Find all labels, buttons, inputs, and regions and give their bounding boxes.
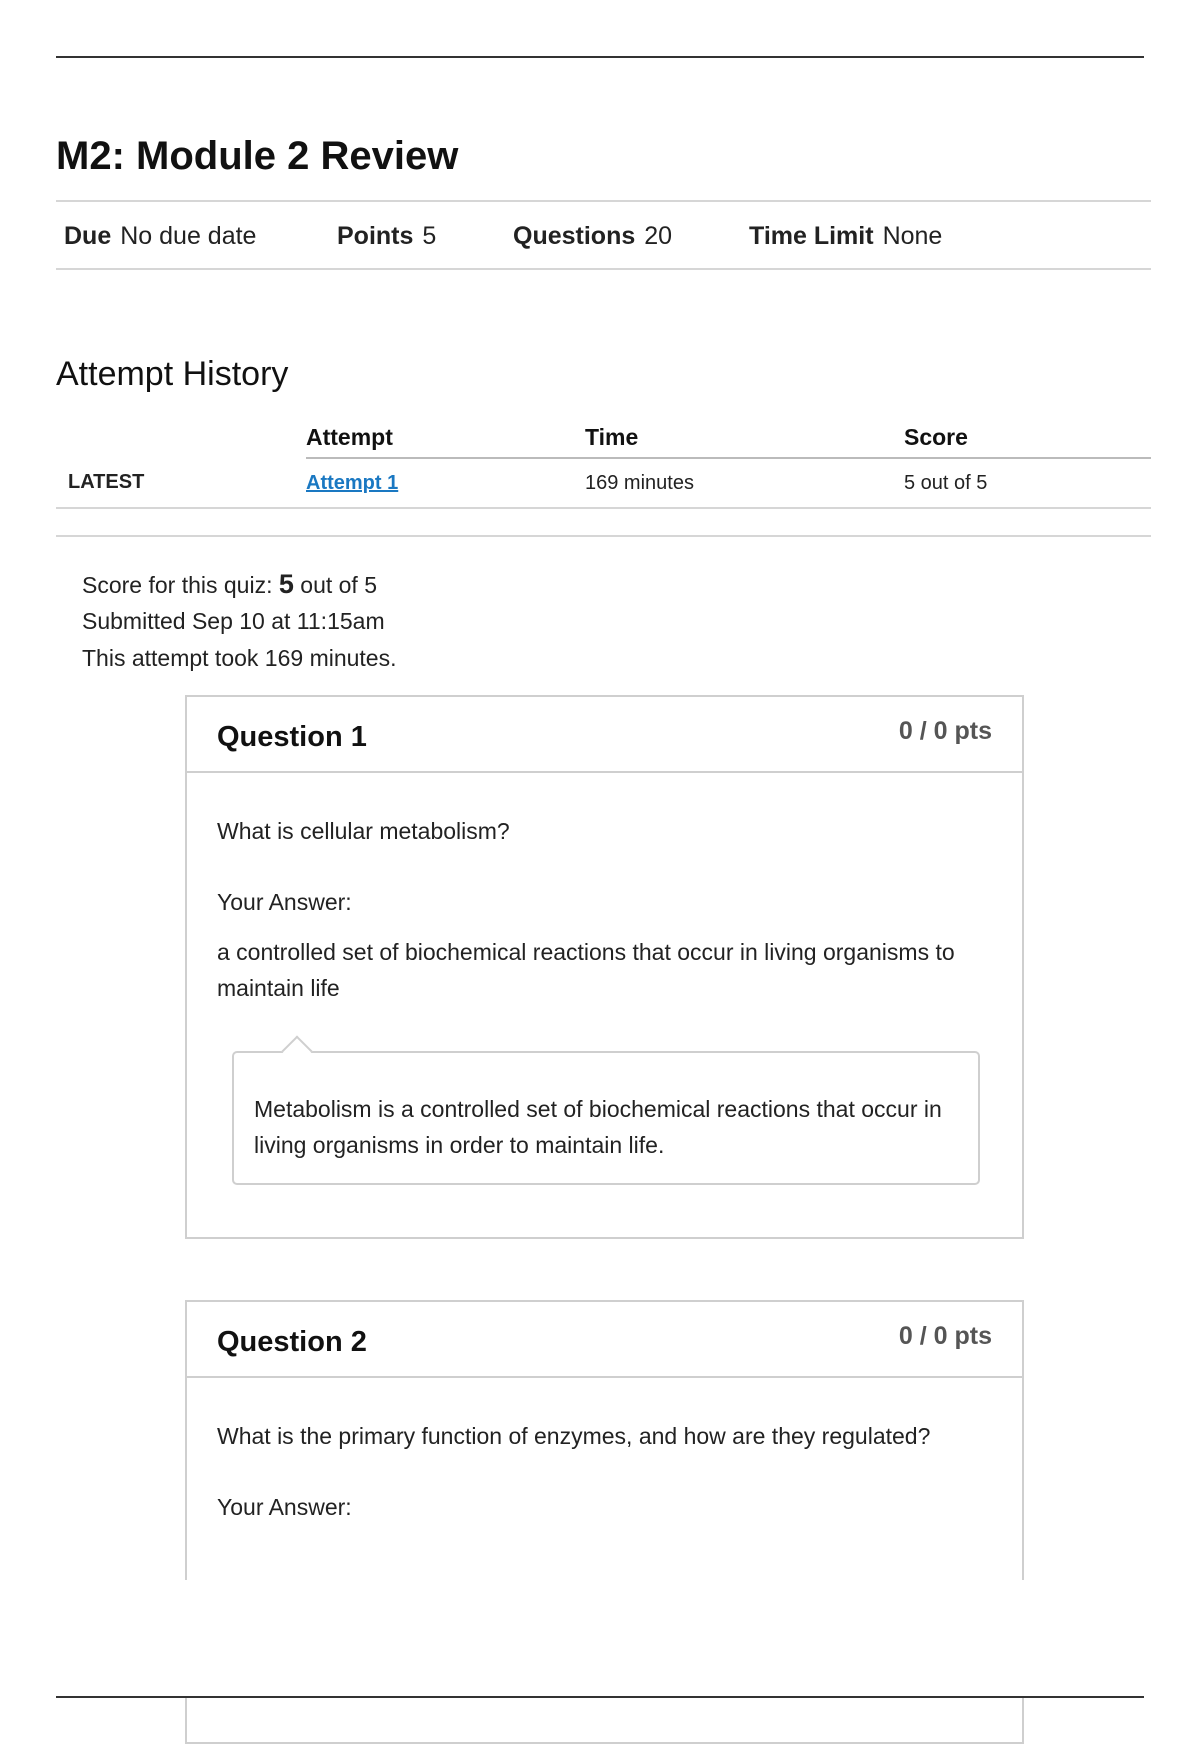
questions-value: 20 [644,222,673,250]
table-header-row [56,417,1151,458]
answer-feedback [232,1051,980,1185]
score-column-header: Score [904,417,1151,458]
page-bottom-margin [0,1580,1200,1696]
table-row [56,458,1151,508]
attempt-time: 169 minutes [585,458,904,508]
quiz-summary [82,566,397,677]
question-points: 0 / 0 pts [898,717,992,745]
status-column-header [56,417,306,458]
feedback-text: Metabolism is a controlled set of biochemical reactions that occur in living organisms in order to maintain life. [254,1096,942,1158]
attempt-cell [306,458,585,508]
top-rule [56,56,1144,58]
points-value: 5 [422,222,437,250]
question-header [187,697,1022,773]
duration-line: This attempt took 169 minutes. [82,645,397,671]
time-limit-value: None [882,222,943,250]
answer-text: a controlled set of biochemical reactions that occur in living organisms to maintain life [217,939,955,1001]
question-points: 0 / 0 pts [898,1322,992,1350]
quiz-details-bar [56,200,1151,270]
time-limit-info [749,222,942,251]
score-prefix: Score for this quiz: [82,572,279,598]
score-suffix: out of 5 [293,572,378,598]
bottom-rule [56,1696,1144,1698]
your-answer-label: Your Answer: [217,889,352,915]
due-value: No due date [120,222,257,250]
question-title: Question 2 [217,1326,367,1358]
question-title: Question 1 [217,721,367,753]
score-line [82,566,397,603]
question-header [187,1302,1022,1378]
attempt-status: LATEST [56,458,306,508]
time-column-header: Time [585,417,904,458]
page-title: M2: Module 2 Review [56,134,459,178]
points-info [337,222,436,251]
score-value: 5 [278,569,294,599]
your-answer-label: Your Answer: [217,1494,352,1520]
attempt-history-table [56,417,1151,509]
questions-info [513,222,672,251]
question-card [185,695,1024,1239]
due-info [64,222,256,251]
attempt-link[interactable]: Attempt 1 [306,471,399,494]
questions-label: Questions [513,222,636,250]
attempt-column-header: Attempt [306,417,585,458]
attempt-score: 5 out of 5 [904,458,1151,508]
history-divider [56,535,1151,537]
feedback-pointer [281,1035,312,1066]
time-limit-label: Time Limit [749,222,874,250]
question-prompt: What is cellular metabolism? [217,818,510,844]
points-label: Points [337,222,414,250]
submitted-line: Submitted Sep 10 at 11:15am [82,608,385,634]
attempt-history-title: Attempt History [56,355,289,393]
question-prompt: What is the primary function of enzymes, and how are they regulated? [217,1423,931,1449]
due-label: Due [64,222,112,250]
